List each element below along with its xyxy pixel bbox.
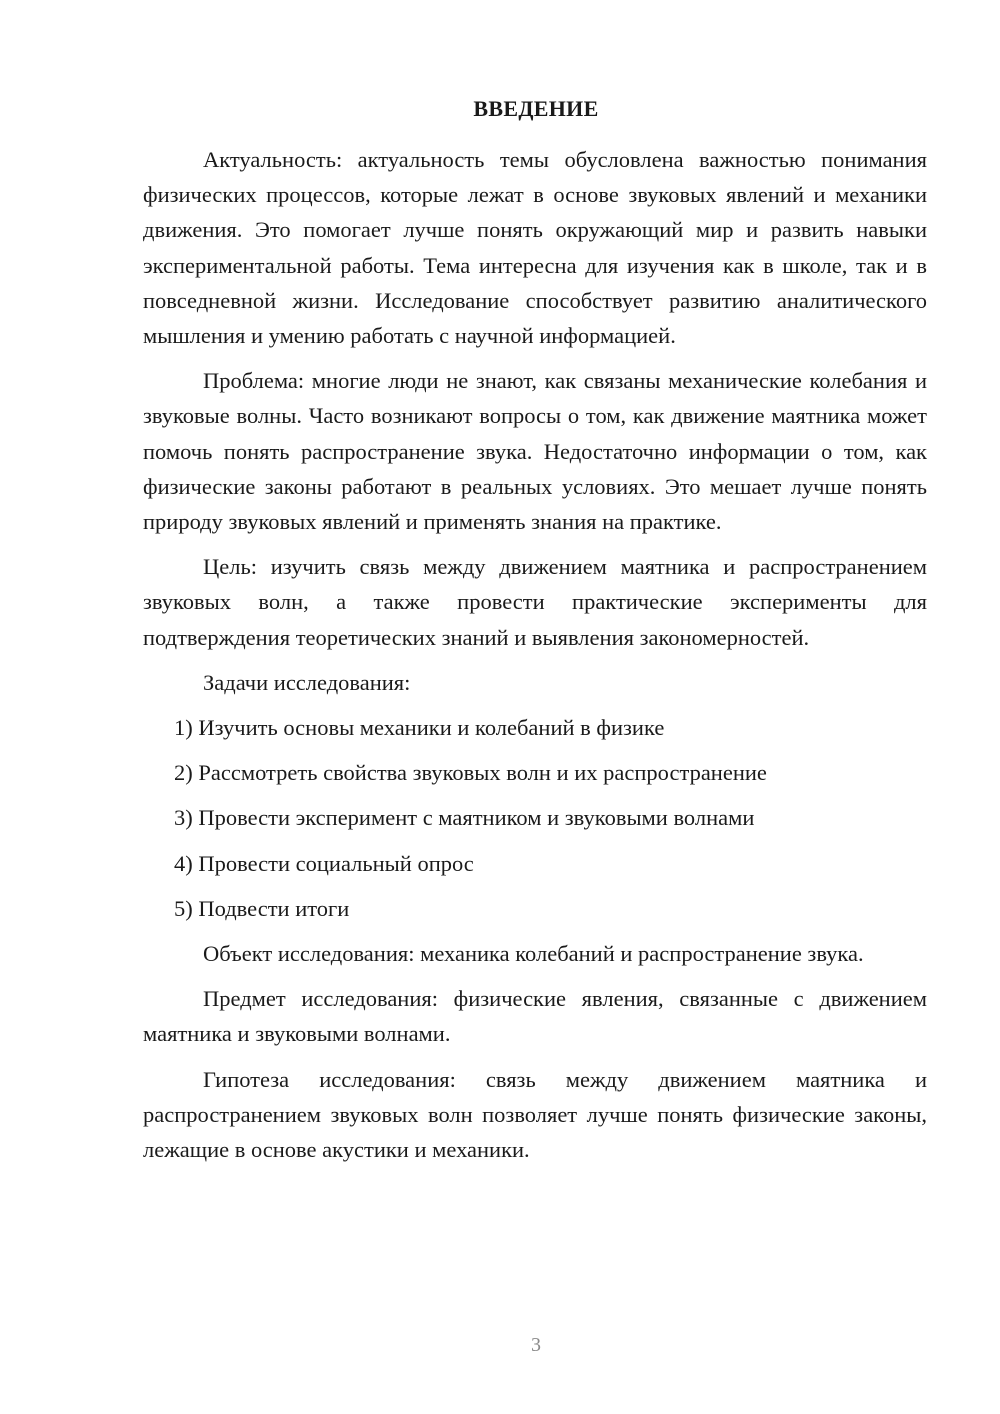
subject-paragraph: Предмет исследования: физические явления, связанные с движением маятника и звуковыми волнами. (143, 986, 927, 1047)
hypothesis-paragraph: Гипотеза исследования: связь между движением маятника и распространением звуковых волн позволяет лучше понять физические законы, лежащие в основе акустики и механики. (143, 1066, 927, 1163)
list-item: 1) Изучить основы механики и колебаний в физике (174, 715, 665, 741)
list-item: 5) Подвести итоги (174, 895, 350, 921)
goal-paragraph: Цель: изучить связь между движением маятника и распространением звуковых волн, а также провести практические эксперименты для подтверждения теоретических знаний и выявления закономерностей. (143, 554, 927, 650)
document-body (143, 142, 927, 1177)
object-paragraph: Объект исследования: механика колебаний и распространение звука. (203, 941, 864, 967)
list-item: 4) Провести социальный опрос (174, 850, 474, 876)
page-title: ВВЕДЕНИЕ (473, 96, 599, 121)
relevance-paragraph: Актуальность: актуальность темы обусловлена важностью понимания физических процессов, которые лежат в основе звуковых явлений и механики движения. Это помогает лучше понять окружающий мир и развить навыки экспериментальной работы. Тема интересна для изучения как в школе, так и в повседневной жизни. Исследование способствует развитию аналитического мышления и умению работать с научной информацией. (143, 147, 927, 349)
list-item: 2) Рассмотреть свойства звуковых волн и их распространение (174, 760, 767, 786)
tasks-heading: Задачи исследования: (203, 669, 411, 695)
page-number: 3 (531, 1334, 541, 1356)
list-item: 3) Провести эксперимент с маятником и звуковыми волнами (174, 805, 755, 831)
problem-paragraph: Проблема: многие люди не знают, как связаны механические колебания и звуковые волны. Часто возникают вопросы о том, как движение маятника может помочь понять распространение звука. Недостаточно информации о том, как физические законы работают в реальных условиях. Это мешает лучше понять природу звуковых явлений и применять знания на практике. (143, 368, 927, 535)
tasks-list (143, 710, 927, 926)
